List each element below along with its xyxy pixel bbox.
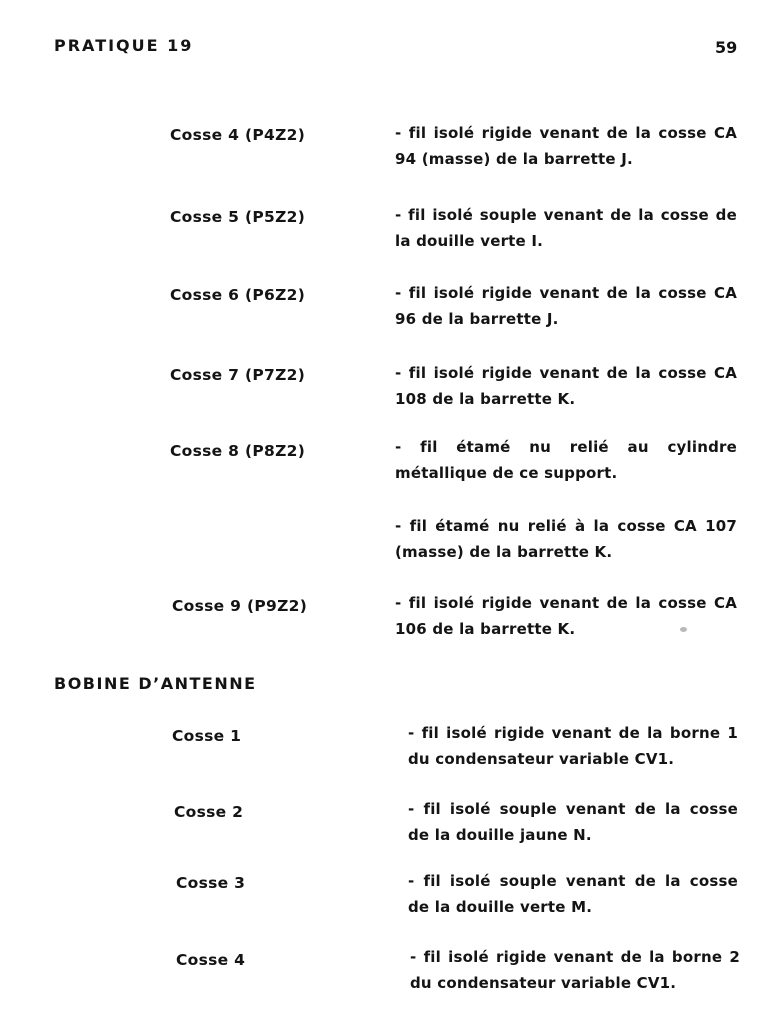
- antenna-entry-label: Cosse 2: [174, 803, 244, 821]
- entry-label: Cosse 9 (P9Z2): [172, 597, 308, 615]
- antenna-entry-text: - fil isolé rigide venant de la borne 1 du condensateur variable CV1.: [408, 724, 738, 768]
- print-speck: [680, 627, 687, 632]
- page-number: 59: [715, 38, 738, 57]
- antenna-entry-label: Cosse 1: [172, 727, 242, 745]
- running-header: PRATIQUE 19: [54, 36, 194, 55]
- antenna-entry-label: Cosse 4: [176, 951, 246, 969]
- entry-label: Cosse 5 (P5Z2): [170, 208, 306, 226]
- entry-text: - fil isolé rigide venant de la cosse CA 94 (masse) de la barrette J.: [395, 124, 737, 168]
- section-heading: BOBINE D’ANTENNE: [54, 674, 257, 693]
- entry-label: Cosse 7 (P7Z2): [170, 366, 306, 384]
- antenna-entry-label: Cosse 3: [176, 874, 246, 892]
- entry-text: - fil étamé nu relié au cylindre métallique de ce support.: [395, 438, 737, 482]
- entry-text: - fil isolé rigide venant de la cosse CA 96 de la barrette J.: [395, 284, 737, 328]
- entry-text: - fil isolé souple venant de la cosse de la douille verte I.: [395, 206, 737, 250]
- entry-label: Cosse 8 (P8Z2): [170, 442, 306, 460]
- entry-text: - fil isolé rigide venant de la cosse CA 106 de la barrette K.: [395, 594, 737, 638]
- entry-label: Cosse 6 (P6Z2): [170, 286, 306, 304]
- antenna-entry-text: - fil isolé souple venant de la cosse de la douille jaune N.: [408, 800, 738, 844]
- antenna-entry-text: - fil isolé rigide venant de la borne 2 du condensateur variable CV1.: [410, 948, 740, 992]
- entry-text: - fil étamé nu relié à la cosse CA 107 (masse) de la barrette K.: [395, 517, 737, 561]
- entry-label: Cosse 4 (P4Z2): [170, 126, 306, 144]
- entry-text: - fil isolé rigide venant de la cosse CA 108 de la barrette K.: [395, 364, 737, 408]
- antenna-entry-text: - fil isolé souple venant de la cosse de la douille verte M.: [408, 872, 738, 916]
